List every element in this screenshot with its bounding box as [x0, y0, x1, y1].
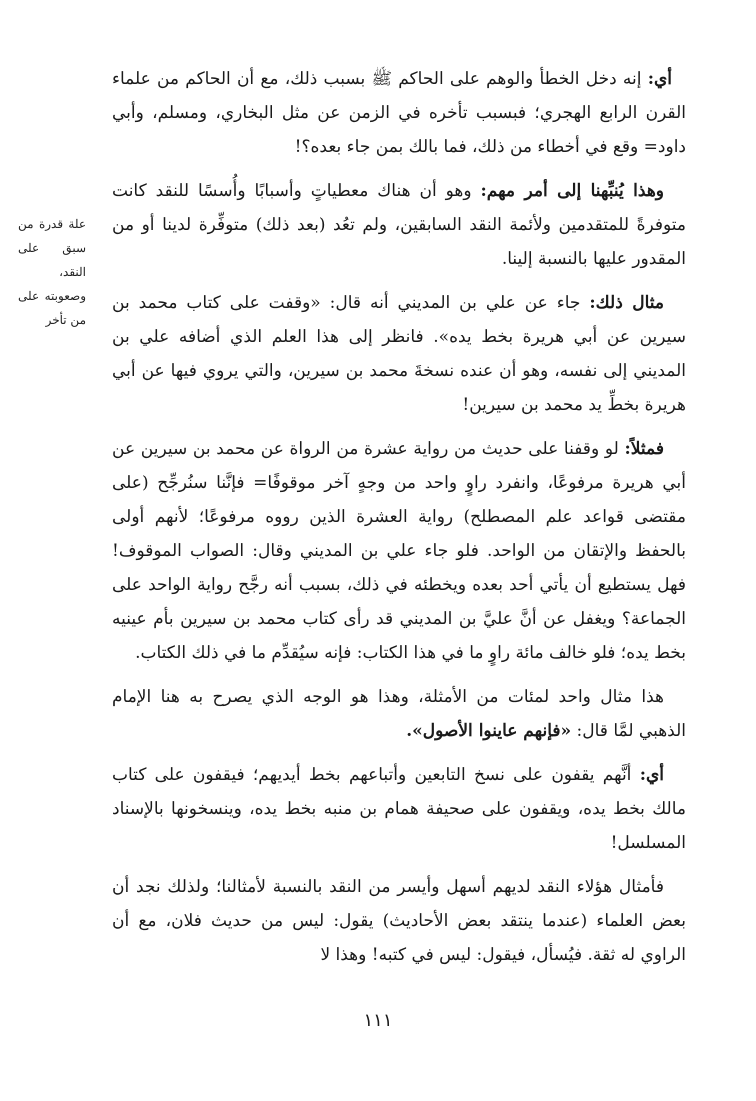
paragraph — [112, 432, 686, 670]
paragraph-lead: مثال ذلك: — [589, 293, 664, 313]
paragraph — [112, 62, 686, 164]
paragraph-text: هذا مثال واحد لمئات من الأمثلة، وهذا هو الوجه الذي يصرح به هنا الإمام الذهبي لمَّا قال: — [112, 687, 686, 741]
paragraph-text: فأمثال هؤلاء النقد لديهم أسهل وأيسر من النقد بالنسبة لأمثالنا؛ ولذلك نجد أن بعض العلماء (عندما ينتقد بعض الأحاديث) يقول: ليس من حديث فلان، مع أن الراوي له ثقة. فيُسأل، فيقول: ليس في كتبه! وهذا لا — [112, 877, 686, 965]
margin-note: علة قدرة من سبق على النقد، وصعوبته على من تأخر — [18, 217, 86, 327]
paragraph-text: إنه دخل الخطأ والوهم على الحاكم ﷺ بسبب ذلك، مع أن الحاكم من علماء القرن الرابع الهجري؛ فبسبب تأخره في الزمن عن مثل البخاري، ومسلم، وأبي داود= وقع في أخطاء من ذلك، فما بالك بمن جاء بعده؟! — [112, 69, 686, 157]
paragraph — [112, 758, 686, 860]
paragraph-lead: أي: — [639, 765, 664, 785]
paragraph-quote: «فإنهم عاينوا الأصول». — [406, 721, 572, 741]
paragraph-lead: أي: — [647, 69, 672, 89]
paragraph-text: جاء عن علي بن المديني أنه قال: «وقفت على كتاب محمد بن سيرين عن أبي هريرة بخط يده». فانظر إلى هذا العلم الذي أضافه علي بن المديني إلى نفسه، وهو أن عنده نسخةَ محمد بن سيرين، والتي يروي فيها عن أبي هريرة بخطِّ يد محمد بن سيرين! — [112, 293, 686, 415]
main-text — [112, 62, 686, 982]
paragraph-text: وهو أن هناك معطياتٍ وأسبابًا وأُسسًا للنقد كانت متوفرةً للمتقدمين ولأئمة النقد السابقين، ولم تعُد (بعد ذلك) متوفِّرة لدينا أو من المقدور عليها بالنسبة إلينا. — [112, 181, 686, 269]
paragraph — [112, 286, 686, 422]
paragraph-text: لو وقفنا على حديث من رواية عشرة من الرواة عن محمد بن سيرين عن أبي هريرة مرفوعًا، وانفرد راوٍ واحد من وجهٍ آخر موقوفًا= فإنَّنا سنُرجِّح (على مقتضى قواعد علم المصطلح) رواية العشرة الذين رووه مرفوعًا؛ لأنهم أولى بالحفظ والإتقان من الواحد. فلو جاء علي بن المديني وقال: الصواب الموقوف! فهل يستطيع أن يأتي أحد بعده ويخطئه في ذلك، بسبب أنه رجَّح رواية الواحد على الجماعة؟ ويغفل عن أنَّ عليَّ بن المديني قد رأى كتاب محمد بن سيرين بأم عينيه بخط يده؛ فلو خالف مائة راوٍ ما في هذا الكتاب: فإنه سيُقدِّم ما في ذلك الكتاب. — [112, 439, 686, 663]
page-number: ١١١ — [363, 1010, 393, 1031]
paragraph-lead: فمثلاً: — [624, 439, 664, 459]
paragraph-text: أنَّهم يقفون على نسخ التابعين وأتباعهم بخط أيديهم؛ فيقفون على كتاب مالك بخط يده، ويقفون على صحيفة همام بن منبه بخط يده، وينسخونها بالإسناد المسلسل! — [112, 765, 686, 853]
paragraph-lead: وهذا يُنبِّهنا إلى أمر مهم: — [480, 181, 665, 201]
paragraph — [112, 870, 686, 972]
paragraph — [112, 680, 686, 748]
paragraph — [112, 174, 686, 276]
